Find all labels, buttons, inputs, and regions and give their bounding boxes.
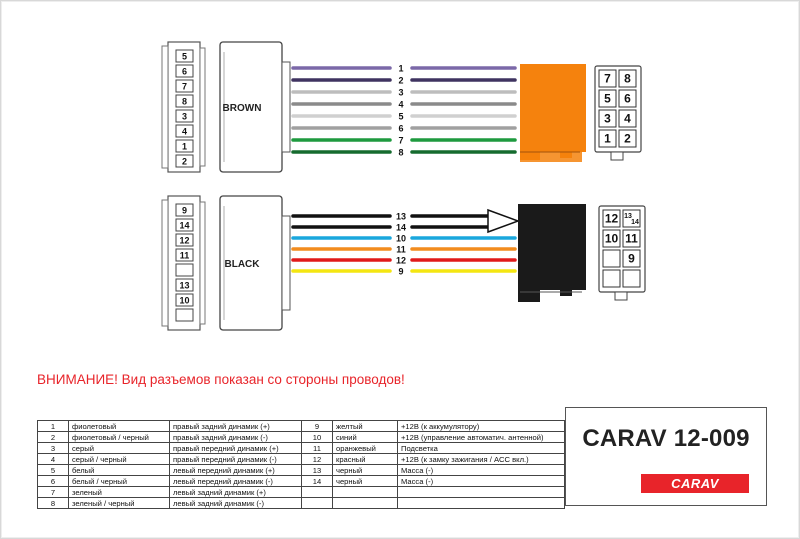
table-cell-func: правый передний динамик (-) [170, 454, 302, 465]
table-cell-n2: 12 [302, 454, 333, 465]
merge-arrow [488, 210, 518, 232]
wire-number: 11 [396, 244, 406, 255]
top-socket-number: 2 [624, 131, 631, 146]
table-cell-n2: 14 [302, 476, 333, 487]
table-cell-func2: +12В (к замку зажигания / ACC вкл.) [398, 454, 565, 465]
wire-number: 8 [398, 147, 404, 158]
table-cell-n: 2 [38, 432, 69, 443]
bottom-pin-cell [176, 264, 193, 276]
bottom-pin-number: 13 [179, 280, 190, 291]
top-socket-number: 4 [624, 111, 631, 126]
top-pin-strip-rail [200, 48, 205, 166]
table-cell-n2 [302, 487, 333, 498]
top-socket-number: 1 [604, 131, 611, 146]
top-pin-number: 1 [181, 141, 188, 152]
top-pin-number: 4 [181, 126, 188, 137]
table-cell-func: левый задний динамик (+) [170, 487, 302, 498]
wire-number: 1 [398, 63, 404, 74]
table-row [38, 454, 565, 465]
bottom-socket-number: 10 [604, 231, 619, 246]
table-cell-func: правый передний динамик (+) [170, 443, 302, 454]
wire-number: 9 [398, 266, 404, 277]
table-cell-func2: Масса (-) [398, 465, 565, 476]
bottom-socket-number: 13 [624, 213, 632, 220]
bottom-pin-number: 11 [179, 250, 190, 261]
table-row [38, 465, 565, 476]
bottom-socket-number: 11 [625, 231, 638, 246]
brand-box [565, 407, 767, 506]
table-cell-n2 [302, 498, 333, 509]
table-cell-color2: оранжевый [333, 443, 398, 454]
pinout-table [37, 420, 565, 509]
table-cell-color: белый [69, 465, 170, 476]
table-cell-color2: синий [333, 432, 398, 443]
wire-number: 7 [398, 135, 404, 146]
top-housing-collar [282, 62, 290, 152]
bottom-pin-strip-tab [162, 200, 168, 326]
wire-number: 4 [398, 99, 404, 110]
wire-number: 3 [398, 87, 404, 98]
bottom-pin-number: 14 [179, 220, 190, 231]
bottom-socket-cell [603, 250, 620, 267]
top-pin-strip-tab [162, 46, 168, 168]
top-pin-number: 2 [181, 156, 188, 167]
bottom-housing-collar [282, 216, 290, 310]
table-cell-color2: черный [333, 465, 398, 476]
table-cell-color: серый / черный [69, 454, 170, 465]
table-cell-n: 1 [38, 421, 69, 432]
top-socket-number: 6 [624, 91, 631, 106]
bottom-pin-strip-rail [200, 202, 205, 324]
wire-number: 12 [395, 255, 407, 266]
bottom-socket-number: 14 [631, 219, 639, 226]
top-connector-label: BROWN [222, 103, 262, 114]
table-cell-color2 [333, 498, 398, 509]
bottom-connector-label: BLACK [224, 259, 260, 270]
top-socket-number: 8 [624, 71, 631, 86]
table-cell-n: 3 [38, 443, 69, 454]
bottom-pin-number: 9 [181, 205, 188, 216]
table-row [38, 443, 565, 454]
table-cell-n: 7 [38, 487, 69, 498]
top-pin-number: 8 [181, 96, 188, 107]
bottom-socket-cell [603, 270, 620, 287]
wire-number: 2 [398, 75, 404, 86]
top-socket-key [611, 152, 623, 160]
top-pin-number: 6 [181, 66, 188, 77]
table-cell-color: серый [69, 443, 170, 454]
table-cell-n: 4 [38, 454, 69, 465]
table-row [38, 487, 565, 498]
table-cell-func: левый передний динамик (+) [170, 465, 302, 476]
bottom-pin-number: 10 [179, 295, 190, 306]
table-row [38, 498, 565, 509]
bottom-socket-key [615, 292, 627, 300]
table-cell-func: левый задний динамик (-) [170, 498, 302, 509]
table-cell-n: 6 [38, 476, 69, 487]
wire-number: 10 [395, 233, 407, 244]
wire-number: 14 [395, 222, 407, 233]
table-cell-func2 [398, 487, 565, 498]
bottom-pin-cell [176, 309, 193, 321]
top-pin-number: 3 [181, 111, 188, 122]
top-pin-number: 5 [181, 51, 188, 62]
top-socket-number: 7 [604, 71, 611, 86]
wire-number: 6 [398, 123, 404, 134]
top-socket-number: 3 [604, 111, 611, 126]
table-cell-func: левый передний динамик (-) [170, 476, 302, 487]
table-row [38, 476, 565, 487]
table-row [38, 421, 565, 432]
carav-logo: CARAV [641, 474, 749, 493]
warning-text: ВНИМАНИЕ! Вид разъемов показан со стороны проводов! [37, 372, 405, 387]
wire-number: 13 [395, 211, 407, 222]
bottom-socket-number: 9 [628, 251, 635, 266]
table-cell-color: зеленый / черный [69, 498, 170, 509]
table-cell-color: белый / черный [69, 476, 170, 487]
table-cell-n2: 9 [302, 421, 333, 432]
table-row [38, 432, 565, 443]
table-cell-func2: +12В (к аккумулятору) [398, 421, 565, 432]
table-cell-color2: черный [333, 476, 398, 487]
bottom-plug-body [518, 204, 586, 302]
table-cell-func: правый задний динамик (-) [170, 432, 302, 443]
table-cell-color2: желтый [333, 421, 398, 432]
table-cell-n: 5 [38, 465, 69, 476]
top-plug-body [520, 64, 586, 160]
bottom-pin-number: 12 [179, 235, 190, 246]
table-cell-func2: Масса (-) [398, 476, 565, 487]
table-cell-color: фиолетовый / черный [69, 432, 170, 443]
table-cell-func2: +12В (управление автоматич. антенной) [398, 432, 565, 443]
top-socket-number: 5 [604, 91, 611, 106]
table-cell-n: 8 [38, 498, 69, 509]
table-cell-n2: 13 [302, 465, 333, 476]
table-cell-color2 [333, 487, 398, 498]
table-cell-color2: красный [333, 454, 398, 465]
top-pin-number: 7 [181, 81, 188, 92]
table-cell-func: правый задний динамик (+) [170, 421, 302, 432]
wire-number: 5 [398, 111, 404, 122]
table-cell-color: фиолетовый [69, 421, 170, 432]
bottom-socket-number: 12 [604, 211, 619, 226]
bottom-socket-cell [623, 270, 640, 287]
model-title: CARAV 12-009 [582, 425, 750, 452]
table-cell-color: зеленый [69, 487, 170, 498]
table-cell-func2: Подсветка [398, 443, 565, 454]
table-cell-n2: 11 [302, 443, 333, 454]
table-cell-func2 [398, 498, 565, 509]
table-cell-n2: 10 [302, 432, 333, 443]
